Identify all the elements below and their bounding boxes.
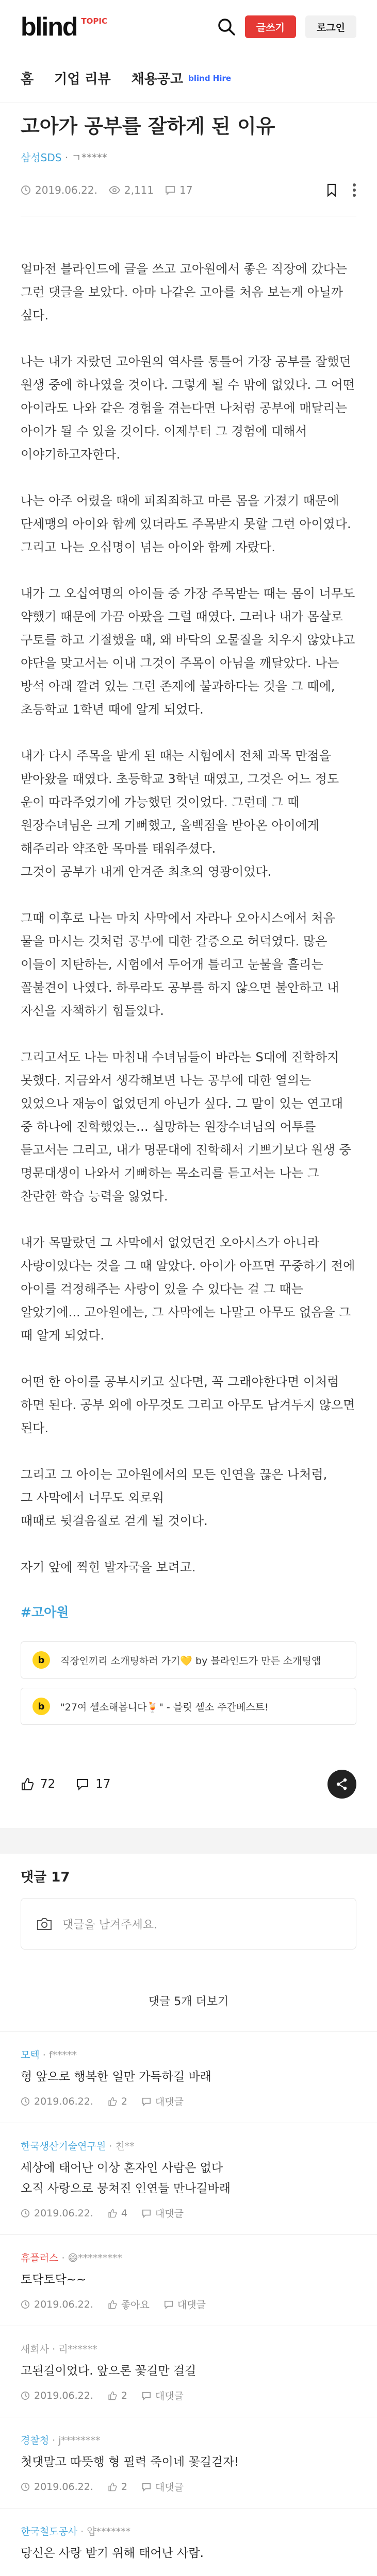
- comment-text: 고된길이었다. 앞으론 꽃길만 걸길: [21, 2364, 196, 2378]
- search-icon[interactable]: [217, 18, 236, 36]
- comment-date: [21, 2096, 93, 2107]
- comment-like-button[interactable]: [108, 2096, 127, 2107]
- promo-banner[interactable]: [21, 1641, 356, 1679]
- comment-date-text: 2019.06.22.: [34, 2481, 93, 2493]
- post-author: [21, 149, 356, 164]
- clock-icon: [21, 185, 31, 195]
- promo-text: 직장인끼리 소개팅하러 가기💛 by 블라인드가 만든 소개팅앱: [60, 1655, 321, 1667]
- blind-hire-label[interactable]: blind Hire: [188, 73, 232, 83]
- camera-icon: [37, 1917, 52, 1930]
- blind-badge-icon: b: [32, 1651, 50, 1669]
- reply-label: 대댓글: [177, 2299, 206, 2311]
- thumbs-up-icon: [108, 2209, 117, 2218]
- bookmark-icon[interactable]: [326, 183, 337, 197]
- comment-text: 토닥토닥~~: [21, 2273, 87, 2286]
- reply-label: 대댓글: [155, 2096, 184, 2108]
- clock-icon: [21, 2209, 30, 2218]
- comment-company[interactable]: 새회사: [21, 2344, 50, 2355]
- comment-input[interactable]: [21, 1898, 356, 1950]
- comment-company[interactable]: 한국철도공사: [21, 2526, 78, 2537]
- post-body: [21, 216, 356, 1579]
- comment-date-text: 2019.06.22.: [34, 2389, 93, 2401]
- main-nav: [0, 54, 377, 103]
- comment-company[interactable]: 모텍: [21, 2049, 40, 2061]
- post-paragraph: 나는 아주 어렸을 때에 피죄죄하고 마른 몸을 가졌기 때문에 단세맹의 아이와 함께 있더라도 주목받지 못할 그런 아이였다. 그리고 나는 오십명이 넘는 아이와 함께 자랐다.: [21, 494, 351, 554]
- reply-label: 대댓글: [155, 2208, 184, 2219]
- post-title: 고아가 공부를 잘하게 된 이유: [21, 115, 275, 138]
- comment-item: [0, 2123, 377, 2235]
- comment-date-text: 2019.06.22.: [34, 2207, 93, 2219]
- thumbs-up-icon: [108, 2300, 117, 2309]
- comment-text: 세상에 태어난 이상 혼자인 사람은 없다 오직 사랑으로 뭉쳐진 인연들 만나길바래: [21, 2161, 231, 2195]
- post-meta-actions: [326, 183, 356, 197]
- post-views-count: 2,111: [124, 184, 154, 196]
- post-paragraph: 내가 목말랐던 그 사막에서 없었던건 오아시스가 아니라 사랑이었다는 것을 그 때 알았다. 아이가 아프면 꾸중하기 전에 아이를 걱정해주는 사랑이 있을 수 있다는 걸 그 때는 알았기에... 고아원에는, 그 사막에는 나말고 아무도 없음을 그 때 알게 되었다.: [21, 1235, 355, 1343]
- comment-item: [0, 2326, 377, 2417]
- comment-company[interactable]: 한국생산기술연구원: [21, 2141, 106, 2152]
- post-comment-count-text: 17: [179, 184, 193, 196]
- comments-title: 댓글 17: [21, 1869, 70, 1885]
- comment-like-label: 좋아요: [121, 2299, 150, 2311]
- thumbs-up-icon: [108, 2482, 117, 2492]
- thumbs-up-icon: [21, 1777, 34, 1791]
- comment-icon: [142, 2097, 151, 2106]
- post-meta: [21, 180, 356, 200]
- comment-input-placeholder: 댓글을 남겨주세요.: [62, 1918, 158, 1931]
- thumbs-up-icon: [108, 2097, 117, 2106]
- comment-icon: [142, 2482, 151, 2492]
- comment-like-button[interactable]: [108, 2208, 127, 2219]
- comment-like-button[interactable]: [108, 2390, 127, 2401]
- comment-author: · f*****: [42, 2049, 77, 2061]
- comment-icon: [165, 185, 175, 195]
- share-button[interactable]: [327, 1770, 356, 1799]
- comment-date: [21, 2390, 93, 2401]
- load-more-comments-button[interactable]: 댓글 5개 더보기: [0, 1970, 377, 2032]
- comment-author: · 얍*******: [80, 2526, 131, 2537]
- blind-logo[interactable]: blind: [21, 12, 77, 41]
- comment-date-text: 2019.06.22.: [34, 2095, 93, 2107]
- post-hashtag[interactable]: #고아원: [21, 1605, 69, 1620]
- comment-company[interactable]: 경찰청: [21, 2435, 50, 2446]
- section-separator: [0, 1828, 377, 1854]
- author-nickname: · ㄱ*****: [64, 151, 107, 164]
- post-paragraph: 어떤 한 아이를 공부시키고 싶다면, 꼭 그래야한다면 이처럼 하면 된다. 공부 외에 아무것도 그리고 아무도 남겨두지 않으면 된다.: [21, 1375, 355, 1435]
- promo-banner[interactable]: [21, 1688, 356, 1725]
- reply-button[interactable]: [142, 2094, 184, 2108]
- nav-jobs[interactable]: 채용공고: [131, 72, 184, 87]
- comment-text: 형 앞으로 행복한 일만 가득하길 바래: [21, 2070, 211, 2083]
- comment-date: [21, 2481, 93, 2493]
- header-actions: [217, 15, 356, 38]
- thumbs-up-icon: [108, 2391, 117, 2400]
- share-icon: [335, 1777, 349, 1791]
- post-paragraph: 내가 그 오십여명의 아이들 중 가장 주목받는 때는 몸이 너무도 약했기 때문에 가끔 아팠을 그럴 때였다. 그러나 내가 몸살로 구토를 하고 기절했을 때, 왜 바닥의 오물질을 치우지 않았냐고 야단을 맞고서는 이내 그것이 주목이 아님을 깨달았다. 나는 방석 아래 깔려 있는 그런 존재에 불과하다는 것을 그 때에, 초등학교 1학년 때에 알게 되었다.: [21, 586, 355, 717]
- comment-author: · 친**: [109, 2141, 135, 2152]
- comment-author: · 😄*********: [61, 2252, 122, 2264]
- comment-like-count: 2: [121, 2389, 127, 2401]
- post-paragraph: 나는 내가 자랐던 고아원의 역사를 통틀어 가장 공부를 잘했던 원생 중에 하나였을 것이다. 그렇게 될 수 밖에 없었다. 그 어떤 아이라도 나와 같은 경험을 겪는다면 나처럼 공부에 매달리는 아이가 될 수 있을 것이다. 이제부터 그 경험에 대해서 이야기하고자한다.: [21, 354, 355, 462]
- clock-icon: [21, 2300, 30, 2309]
- comment-author: · j********: [52, 2435, 101, 2446]
- comment-item: [0, 2417, 377, 2509]
- post-article: [0, 112, 377, 1812]
- comments-section: [0, 1854, 377, 2576]
- comment-date: [21, 2299, 93, 2310]
- comment-text: 첫댓말고 따뜻행 형 필력 죽이네 꽃길걷자!: [21, 2455, 239, 2469]
- reply-button[interactable]: [142, 2206, 184, 2220]
- comment-like-button[interactable]: [108, 2297, 150, 2311]
- like-button[interactable]: [21, 1777, 55, 1791]
- write-button[interactable]: 글쓰기: [245, 15, 296, 38]
- author-company[interactable]: 삼성SDS: [21, 151, 62, 164]
- comment-text: 당신은 사랑 받기 위해 태어난 사람.: [21, 2547, 204, 2560]
- post-paragraph: 그리고서도 나는 마침내 수녀님들이 바라는 S대에 진학하지 못했다. 지금와서 생각해보면 나는 공부에 대한 열의는 있었으나 재능이 없었던게 아닌가 싶다. 그 말이 있는 연고대 중 하나에 진학했었는… 실망하는 원장수녀님의 어투를 듣고서는 그리고, 내가 명문대에 진학해서 기쁘기보다 원생 중 명문대생이 나와서 기뻐하는 목소리를 듣고서는 나는 그 찬란한 학습 능력을 잃었다.: [21, 1050, 351, 1204]
- clock-icon: [21, 2482, 30, 2492]
- post-date: [21, 184, 97, 196]
- post-paragraph: 자기 앞에 찍힌 발자국을 보려고.: [21, 1560, 196, 1574]
- like-count: 72: [40, 1777, 56, 1791]
- post-paragraph: 내가 다시 주목을 받게 된 때는 시험에서 전체 과목 만점을 받아왔을 때였다. 초등학교 3학년 때였고, 그것은 어느 정도 운이 따라주었기에 가능했던 것이었다. 그런데 그 때 원장수녀님은 크게 기뻐했고, 올백점을 받아온 아이에게 해주리라 약조한 목마를 태워주셨다. 그것이 공부가 내게 안겨준 최초의 영광이었다.: [21, 749, 339, 879]
- comment-author: · 리******: [52, 2344, 97, 2355]
- comment-date-text: 2019.06.22.: [34, 2298, 93, 2310]
- comment-like-button[interactable]: [108, 2481, 127, 2493]
- comments-button[interactable]: [76, 1777, 110, 1791]
- post-paragraph: 얼마전 블라인드에 글을 쓰고 고아원에서 좋은 직장에 갔다는 그런 댓글을 보았다. 아마 나같은 고아를 처음 보는게 아닐까 싶다.: [21, 262, 348, 323]
- comment-item: [0, 2235, 377, 2326]
- reply-label: 대댓글: [155, 2391, 184, 2402]
- comment-icon: [164, 2300, 173, 2309]
- comment-date: [21, 2208, 93, 2219]
- comment-item: [0, 2509, 377, 2576]
- login-button[interactable]: 로그인: [305, 15, 356, 38]
- comment-like-count: 4: [121, 2207, 127, 2219]
- reply-button[interactable]: [164, 2297, 206, 2311]
- comment-icon: [142, 2209, 151, 2218]
- more-options-icon[interactable]: [352, 183, 356, 197]
- clock-icon: [21, 2391, 30, 2400]
- comment-icon: [142, 2391, 151, 2400]
- comment-like-count: 2: [121, 2481, 127, 2493]
- post-paragraph: 그리고 그 아이는 고아원에서의 모든 인연을 끊은 나처럼, 그 사막에서 너무도 외로워 때때로 뒷걸음질로 걷게 될 것이다.: [21, 1467, 327, 1528]
- clock-icon: [21, 2097, 30, 2106]
- comment-like-count: 2: [121, 2095, 127, 2107]
- comment-icon: [76, 1777, 89, 1791]
- post-date-text: 2019.06.22.: [35, 184, 97, 196]
- post-actions: [21, 1756, 356, 1812]
- reply-button[interactable]: [142, 2480, 184, 2494]
- topic-label: TOPIC: [81, 16, 107, 26]
- site-header: [0, 0, 377, 54]
- comment-item: [0, 2032, 377, 2123]
- reply-button[interactable]: [142, 2388, 184, 2402]
- promo-text: "27여 셀소해봅니다🍹" - 블릿 셀소 주간베스트!: [60, 1701, 269, 1713]
- post-views: [109, 184, 154, 196]
- blind-badge-icon: b: [32, 1698, 50, 1715]
- post-paragraph: 그때 이후로 나는 마치 사막에서 자라나 오아시스에서 처음 물을 마시는 것처럼 공부에 대한 갈증으로 허덕였다. 많은 이들이 지탄하는, 시험에서 두어개 틀리고 눈물을 흘리는 꼴불견이 나였다. 하루라도 공부를 하지 않으면 불안하고 내 자신을 자책하기 힘들었다.: [21, 911, 339, 1018]
- reply-label: 대댓글: [155, 2482, 184, 2493]
- comment-company[interactable]: 휴플러스: [21, 2252, 59, 2264]
- eye-icon: [109, 185, 120, 195]
- nav-company-reviews[interactable]: 기업 리뷰: [54, 72, 111, 87]
- nav-home[interactable]: 홈: [21, 72, 34, 87]
- comment-count: 17: [95, 1777, 111, 1791]
- post-comment-count: [165, 184, 192, 196]
